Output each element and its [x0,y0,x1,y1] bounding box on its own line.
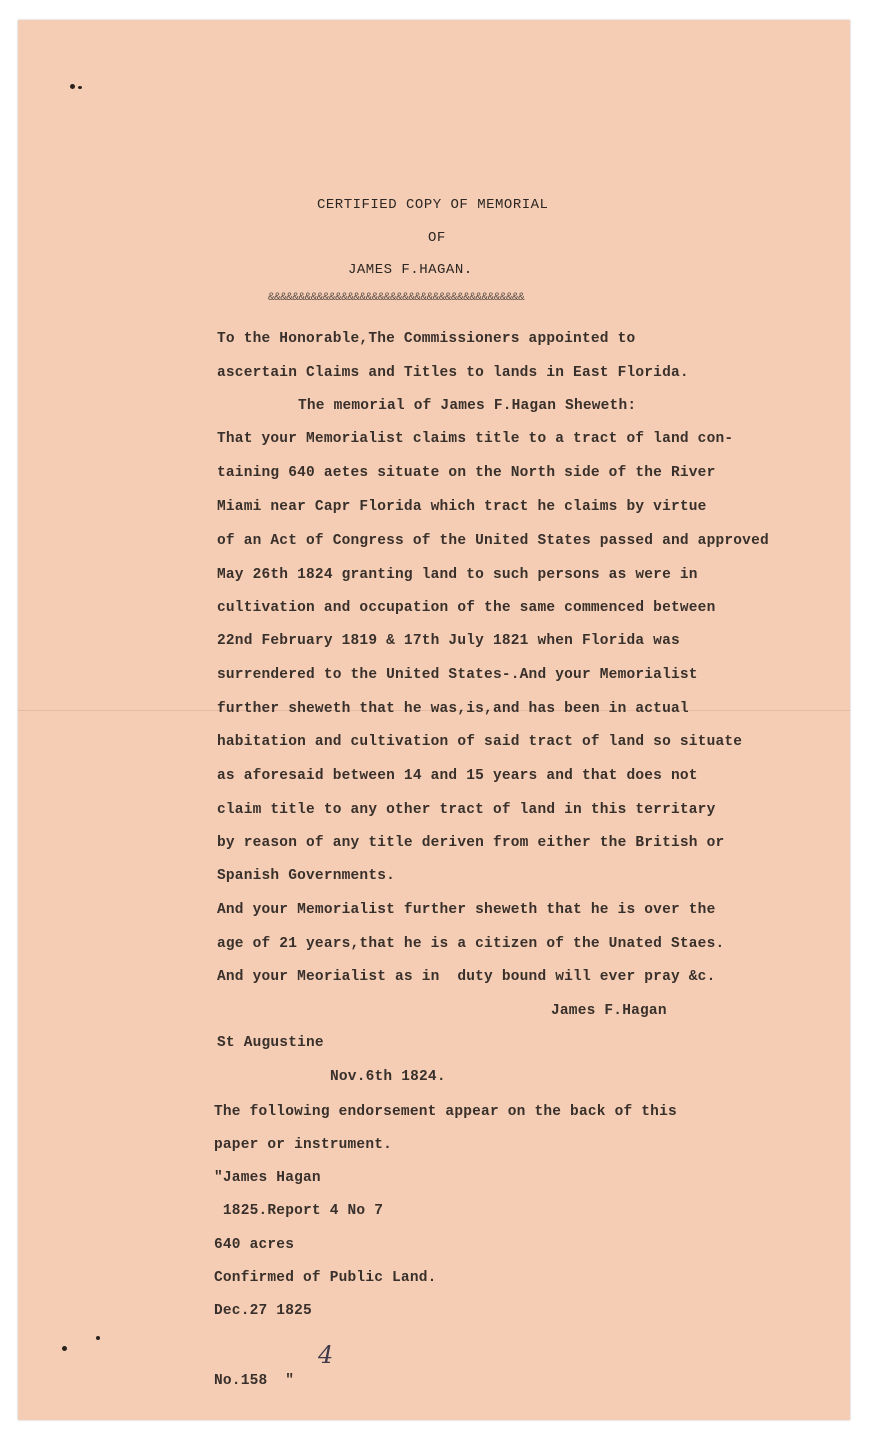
body-line: of an Act of Congress of the United States passed and approved [217,533,769,549]
body-line: by reason of any title deriven from either the British or [217,835,725,851]
decorative-rule: &&&&&&&&&&&&&&&&&&&&&&&&&&&&&&&&&&&&&&&&&& [268,292,525,304]
address-line: To the Honorable,The Commissioners appointed to [217,331,636,347]
body-line: further sheweth that he was,is,and has been in actual [217,701,689,717]
handwritten-page-mark: 4 [318,1341,334,1369]
body-line: surrendered to the United States-.And your Memorialist [217,667,698,683]
body-line: Spanish Governments. [217,868,396,884]
body-line: age of 21 years,that he is a citizen of the Unated Staes. [217,936,725,952]
endorsement-line: "James Hagan [214,1170,321,1186]
body-line: cultivation and occupation of the same commenced between [217,600,716,616]
body-line: as aforesaid between 14 and 15 years and that does not [217,768,698,784]
document-page [18,20,850,1420]
address-line: ascertain Claims and Titles to lands in East Florida. [217,365,689,381]
endorsement-line: Confirmed of Public Land. [214,1270,437,1286]
heading-name: JAMES F.HAGAN. [348,262,473,278]
footer-number: No.158 " [214,1373,295,1389]
body-line: And your Meorialist as in duty bound will ever pray &c. [217,969,716,985]
memorial-intro: The memorial of James F.Hagan Sheweth: [298,398,637,414]
signature: James F.Hagan [551,1003,667,1019]
body-line: 22nd February 1819 & 17th July 1821 when Florida was [217,633,680,649]
place: St Augustine [217,1035,324,1051]
heading-title: CERTIFIED COPY OF MEMORIAL [317,197,549,213]
ink-speck [70,84,75,89]
endorsement-line: 640 acres [214,1237,295,1253]
endorsement-line: Dec.27 1825 [214,1303,312,1319]
date: Nov.6th 1824. [330,1069,446,1085]
ink-speck [62,1346,67,1351]
endorsement-line: The following endorsement appear on the back of this [214,1104,677,1120]
body-line: And your Memorialist further sheweth that he is over the [217,902,716,918]
body-line: habitation and cultivation of said tract of land so situate [217,734,743,750]
endorsement-line: 1825.Report 4 No 7 [214,1203,384,1219]
body-line: May 26th 1824 granting land to such persons as were in [217,567,698,583]
ink-speck [78,86,82,89]
body-line: claim title to any other tract of land in this territary [217,802,716,818]
body-line: Miami near Capr Florida which tract he claims by virtue [217,499,707,515]
heading-of: OF [428,230,446,246]
body-line: taining 640 aetes situate on the North side of the River [217,465,716,481]
body-line: That your Memorialist claims title to a tract of land con- [217,431,734,447]
endorsement-line: paper or instrument. [214,1137,393,1153]
ink-speck [96,1336,100,1340]
